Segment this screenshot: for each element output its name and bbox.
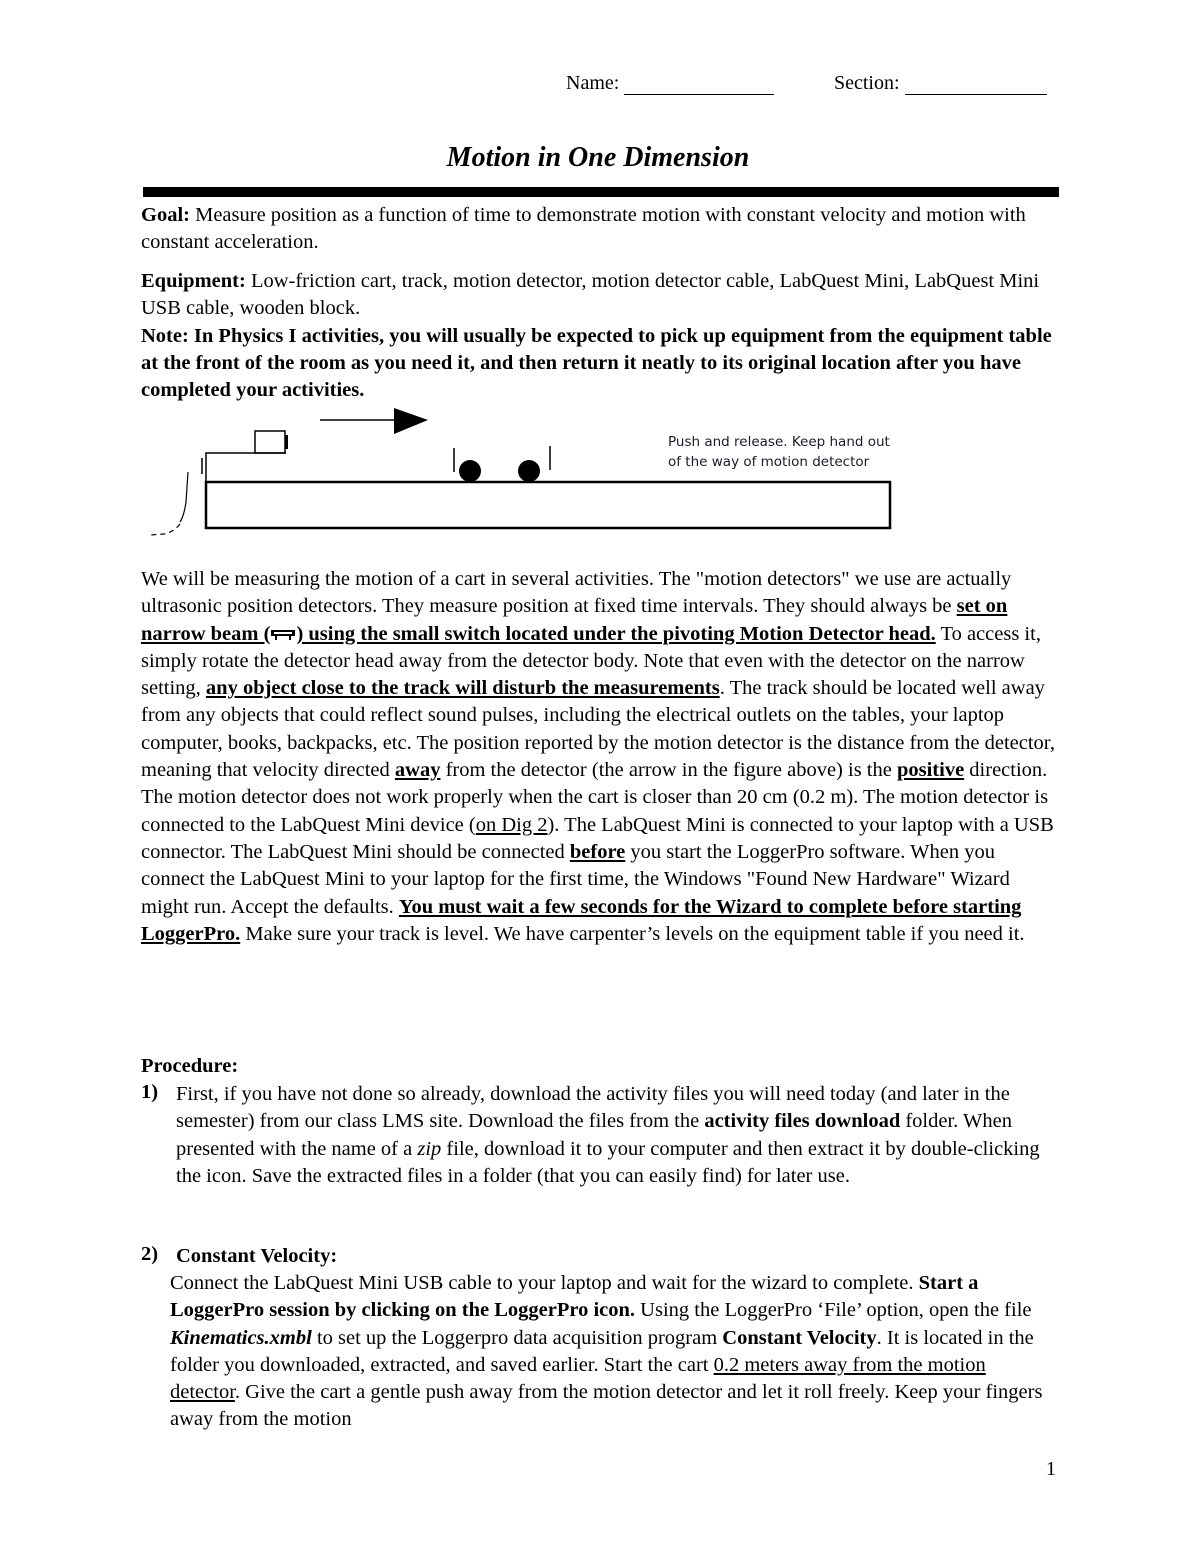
- section-field: [834, 72, 1047, 95]
- dig2-emphasis: on Dig 2: [475, 813, 548, 836]
- section-label: Section:: [834, 72, 900, 94]
- step-2-text-5: . Give the cart a gentle push away from the motion detector and let it roll freely. Keep your fingers away from the motion: [170, 1381, 1043, 1431]
- intro-paragraph: [141, 566, 1059, 948]
- step-2-text-1: Connect the LabQuest Mini USB cable to your laptop and wait for the wizard to complete.: [170, 1272, 919, 1294]
- diagram-caption: [668, 432, 908, 472]
- name-field: [566, 72, 774, 95]
- goal-label: Goal:: [141, 204, 190, 226]
- activity-files-folder: activity files download: [704, 1110, 901, 1133]
- cart-wheel-right: [518, 460, 540, 482]
- goal-text: Measure position as a function of time to demonstrate motion with constant velocity and motion with constant acceleration.: [141, 204, 1026, 254]
- detector-body: [206, 453, 286, 482]
- step-2-text: [170, 1270, 1058, 1434]
- cart-wheel-left: [459, 460, 481, 482]
- track: [206, 482, 890, 528]
- intro-text-1: We will be measuring the motion of a cart in several activities. The "motion detectors" we use are actually ultrasonic position detectors. They measure position at fixed time intervals. They should always be: [141, 568, 1012, 618]
- kinematics-file-name: Kinematics.xmbl: [170, 1326, 312, 1349]
- start-loggerpro-instruction: Start a LoggerPro session by clicking on the LoggerPro icon.: [170, 1272, 979, 1322]
- away-emphasis: away: [394, 759, 441, 782]
- constant-velocity-program: Constant Velocity: [722, 1326, 877, 1349]
- zip-word: zip: [417, 1137, 442, 1160]
- step-2-number: 2): [141, 1243, 159, 1265]
- step-2-text-3: to set up the Loggerpro data acquisition program: [311, 1326, 723, 1349]
- wizard-warning: You must wait a few seconds for the Wizard to complete before starting LoggerPro.: [141, 895, 1022, 945]
- step-1-number: 1): [141, 1081, 159, 1103]
- before-emphasis: before: [569, 840, 626, 863]
- page-title: Motion in One Dimension: [446, 142, 750, 173]
- title-rule: [143, 187, 1059, 197]
- intro-text-7: you start the LoggerPro software. When you connect the LabQuest Mini to your laptop for the first time, the Windows "Found New Hardware" Wizard might run. Accept the defaults.: [141, 840, 1010, 918]
- equipment-label: Equipment:: [141, 270, 246, 292]
- detector-cable-dashed: [150, 524, 180, 535]
- intro-text-4: from the detector (the arrow in the figure above) is the: [440, 759, 897, 782]
- intro-text-2: To access it, simply rotate the detector head away from the detector body. Note that even with the detector on the narrow setting,: [141, 622, 1041, 700]
- goal-paragraph: [141, 202, 1059, 257]
- equipment-text: Low-friction cart, track, motion detector, motion detector cable, LabQuest Mini, LabQuest Mini USB cable, wooden block.: [141, 270, 1040, 320]
- step-2-text-2: Using the LoggerPro ‘File’ option, open the file: [635, 1299, 1032, 1322]
- narrow-beam-text-a: set on narrow beam (: [141, 595, 1008, 645]
- narrow-beam-text-b: ) using the small switch located under the pivoting Motion Detector head.: [296, 622, 936, 645]
- start-distance-emphasis: 0.2 meters away from the motion detector: [170, 1353, 986, 1404]
- detector-head: [255, 431, 285, 453]
- step-2-heading: Constant Velocity:: [176, 1245, 338, 1267]
- positive-emphasis: positive: [896, 759, 965, 782]
- step-1-text: [176, 1081, 1056, 1190]
- note-text: Note: In Physics I activities, you will usually be expected to pick up equipment from the equipment table at the front of the room as you need it, and then return it neatly to its original location after you have completed your activities.: [141, 324, 1052, 402]
- detector-cable: [180, 472, 188, 522]
- equipment-paragraph: [141, 268, 1059, 404]
- step-1-text-3: file, download it to your computer and then extract it by double-clicking the icon. Save the extracted files in a folder (that you can easily find) for later use.: [176, 1137, 1040, 1187]
- diagram-drawing: [140, 404, 900, 554]
- step-2-text-4: . It is located in the folder you downloaded, extracted, and saved earlier. Start the cart: [170, 1326, 1034, 1376]
- name-label: Name:: [566, 72, 620, 94]
- procedure-heading: Procedure:: [141, 1055, 239, 1077]
- step-1-text-1: First, if you have not done so already, download the activity files you will need today (and later in the semester) from our class LMS site. Download the files from the: [176, 1083, 1010, 1133]
- direction-arrow-head: [394, 408, 428, 434]
- cart-track-diagram: [140, 404, 900, 554]
- narrow-beam-icon: [270, 629, 296, 641]
- intro-text-3: . The track should be located well away from any objects that could reflect sound pulses, including the electrical outlets on the tables, your laptop computer, books, backpacks, etc. The position reported by the motion detector is the distance from the detector, meaning that velocity directed: [141, 677, 1055, 782]
- intro-text-8: Make sure your track is level. We have carpenter’s levels on the equipment table if you need it.: [240, 922, 1025, 945]
- detector-lens: [285, 435, 288, 449]
- caption-line-2: of the way of motion detector: [668, 454, 870, 470]
- section-blank-line: [905, 76, 1047, 95]
- disturb-warning: any object close to the track will disturb the measurements: [205, 677, 720, 700]
- caption-line-1: Push and release. Keep hand out: [668, 434, 890, 450]
- name-blank-line: [624, 76, 774, 95]
- step-1-text-2: folder. When presented with the name of a: [176, 1110, 1013, 1160]
- page-number: 1: [1046, 1458, 1056, 1480]
- intro-text-6: ). The LabQuest Mini is connected to your laptop with a USB connector. The LabQuest Mini should be connected: [141, 813, 1054, 863]
- intro-text-5: direction. The motion detector does not work properly when the cart is closer than 20 cm (0.2 m). The motion detector is connected to the LabQuest Mini device (: [141, 759, 1049, 836]
